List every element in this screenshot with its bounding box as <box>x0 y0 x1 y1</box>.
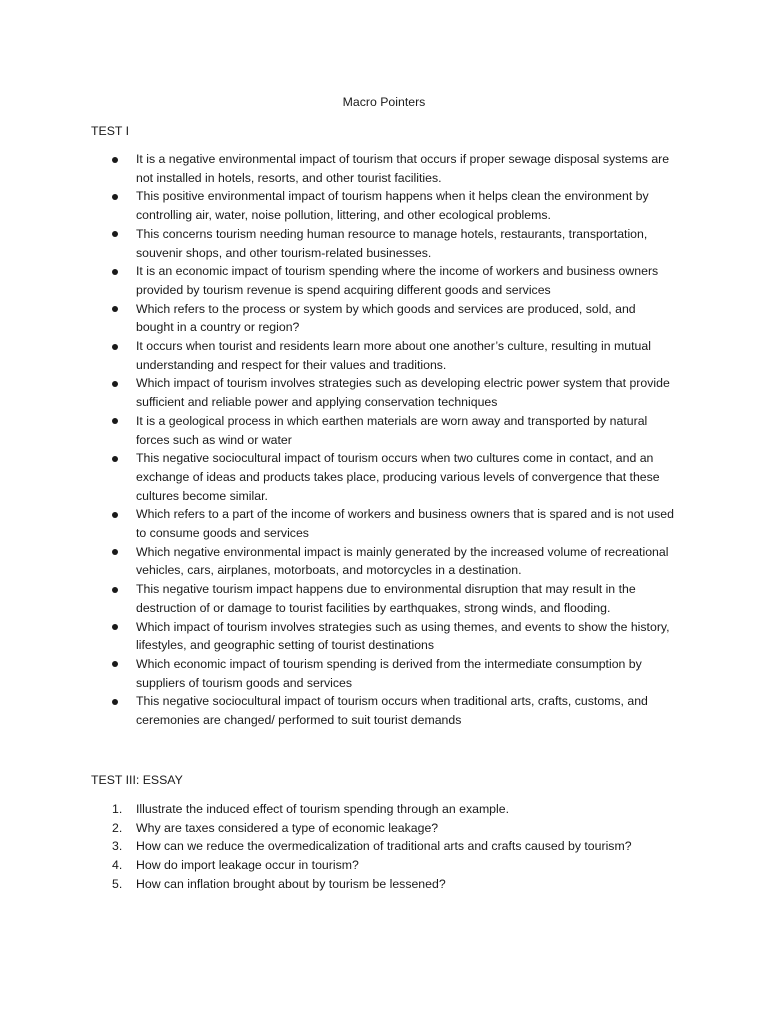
list-item <box>0 618 768 655</box>
list-item-number: 1. <box>112 802 123 816</box>
list-item <box>0 655 768 692</box>
list-item-text: This negative sociocultural impact of tourism occurs when traditional arts, crafts, customs, and ceremonies are changed/ performed to suit tourist demands <box>136 694 648 728</box>
list-item-number: 4. <box>112 858 123 873</box>
list-item <box>0 505 768 542</box>
list-item-text: Which refers to the process or system by which goods and services are produced, sold, and bought in a country or region? <box>136 301 636 335</box>
bullet-icon <box>112 699 118 705</box>
list-item <box>0 875 768 894</box>
list-item <box>0 150 768 187</box>
list-item-number: 3. <box>112 839 123 854</box>
list-item-text: Which impact of tourism involves strategies such as developing electric power system that provide sufficient and reliable power and applying conservation techniques <box>136 376 670 410</box>
list-item <box>0 837 768 856</box>
list-item-text: Why are taxes considered a type of economic leakage? <box>136 820 439 835</box>
test1-heading: TEST I <box>91 124 130 138</box>
list-item <box>0 262 768 299</box>
test1-bullet-list <box>0 150 768 730</box>
bullet-icon <box>112 624 118 630</box>
list-item <box>0 800 768 819</box>
bullet-icon <box>112 381 118 387</box>
list-item <box>0 856 768 875</box>
list-item <box>0 449 768 505</box>
list-item-text: Illustrate the induced effect of tourism spending through an example. <box>136 802 510 816</box>
list-item-text: How can inflation brought about by tourism be lessened? <box>136 876 446 891</box>
list-item-text: How can we reduce the overmedicalization of traditional arts and crafts caused by tourism? <box>136 839 632 854</box>
list-item-text: Which negative environmental impact is mainly generated by the increased volume of recreational vehicles, cars, airplanes, motorboats, and motorcycles in a destination. <box>136 544 669 578</box>
list-item <box>0 300 768 337</box>
test3-heading: TEST III: ESSAY <box>91 773 183 787</box>
bullet-icon <box>112 269 118 275</box>
bullet-icon <box>112 549 118 555</box>
bullet-icon <box>112 418 118 424</box>
list-item-text: It occurs when tourist and residents learn more about one another’s culture, resulting in mutual understanding and respect for their values and traditions. <box>136 339 651 372</box>
list-item-text: Which refers to a part of the income of workers and business owners that is spared and is not used to consume goods and services <box>136 507 674 541</box>
list-item <box>0 374 768 411</box>
list-item <box>0 337 768 374</box>
list-item-text: It is a geological process in which earthen materials are worn away and transported by natural forces such as wind or water <box>136 413 648 447</box>
list-item-number: 5. <box>112 876 123 891</box>
bullet-icon <box>112 306 118 312</box>
list-item <box>0 543 768 580</box>
list-item <box>0 819 768 838</box>
list-item-text: How do import leakage occur in tourism? <box>136 858 359 873</box>
list-item-text: This negative tourism impact happens due to environmental disruption that may result in the destruction of or damage to tourist facilities by earthquakes, strong winds, and flooding. <box>136 582 636 615</box>
bullet-icon <box>112 231 118 237</box>
bullet-icon <box>112 194 118 200</box>
list-item-text: This negative sociocultural impact of tourism occurs when two cultures come in contact, and an exchange of ideas and products takes place, producing various levels of convergence that these cultures become similar. <box>136 451 660 503</box>
bullet-icon <box>112 344 118 350</box>
list-item <box>0 187 768 224</box>
list-item <box>0 225 768 262</box>
bullet-icon <box>112 512 118 518</box>
bullet-icon <box>112 587 118 593</box>
list-item <box>0 580 768 617</box>
list-item-text: Which impact of tourism involves strategies such as using themes, and events to show the history, lifestyles, and geographic setting of tourist destinations <box>136 619 670 653</box>
list-item-number: 2. <box>112 820 123 835</box>
bullet-icon <box>112 456 118 462</box>
document-title: Macro Pointers <box>342 95 426 109</box>
bullet-icon <box>112 157 118 163</box>
list-item-text: Which economic impact of tourism spending is derived from the intermediate consumption by suppliers of tourism goods and services <box>136 656 642 690</box>
list-item-text: This positive environmental impact of tourism happens when it helps clean the environment by controlling air, water, noise pollution, littering, and other ecological problems. <box>136 189 649 223</box>
bullet-icon <box>112 661 118 667</box>
essay-question-list <box>0 800 768 894</box>
list-item <box>0 692 768 729</box>
list-item-text: This concerns tourism needing human resource to manage hotels, restaurants, transportation, souvenir shops, and other tourism-related businesses. <box>136 226 648 260</box>
list-item-text: It is a negative environmental impact of tourism that occurs if proper sewage disposal systems are not installed in hotels, resorts, and other tourist facilities. <box>136 152 670 185</box>
list-item-text: It is an economic impact of tourism spending where the income of workers and business owners provided by tourism revenue is spend acquiring different goods and services <box>136 264 659 297</box>
list-item <box>0 412 768 449</box>
